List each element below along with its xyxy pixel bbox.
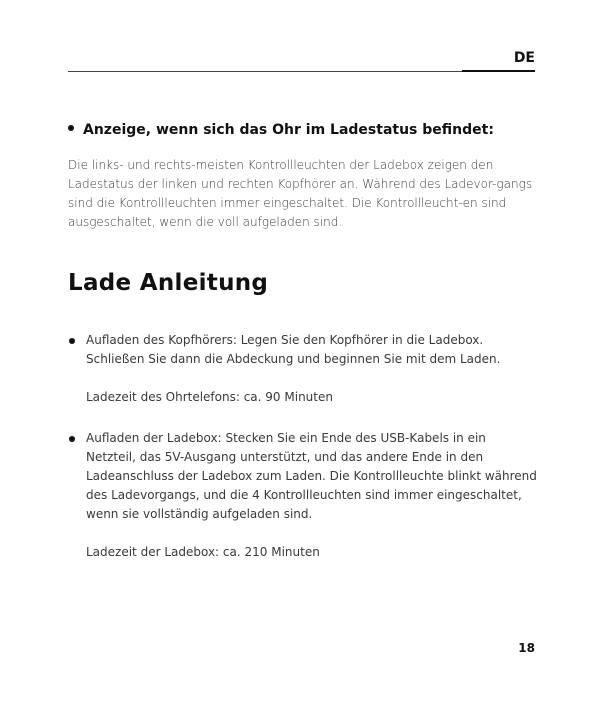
list-item [68, 429, 538, 562]
list-item-text: Aufladen des Kopfhörers: Legen Sie den Kopfhörer in die Ladebox. Schließen Sie dann die Abdeckung und beginnen Sie mit dem Laden. [86, 333, 501, 366]
bullet-icon [69, 436, 75, 442]
bullet-icon [68, 125, 74, 131]
header-rule [68, 71, 462, 72]
language-tag: DE [513, 50, 535, 66]
page-number: 18 [518, 641, 535, 655]
list-item-text: Aufladen der Ladebox: Stecken Sie ein Ende des USB-Kabels in ein Netzteil, das 5V-Ausgang unterstützt, und das andere Ende in den Ladeanschluss der Ladebox zum Laden. Die Kontrollleuchte blinkt während des Ladevorgangs, und die 4 Kontrollleuchten sind immer eingeschaltet, wenn sie vollständig aufgeladen sind. [86, 431, 537, 521]
charging-time: Ladezeit des Ohrtelefons: ca. 90 Minuten [86, 390, 333, 404]
note-heading [68, 122, 494, 138]
note-paragraph: Die links- und rechts-meisten Kontrollleuchten der Ladebox zeigen den Ladestatus der linken und rechten Kopfhörer an. Während des Ladevor-gangs sind die Kontrollleuchten immer eingeschaltet. Die Kontrollleucht-en sind ausgeschaltet, wenn die voll aufgeladen sind. [68, 158, 533, 229]
header-rule-accent [462, 70, 535, 72]
bullet-icon [69, 338, 75, 344]
section-title: Lade Anleitung [68, 270, 269, 296]
list-item [68, 331, 538, 407]
charging-time: Ladezeit der Ladebox: ca. 210 Minuten [86, 545, 320, 559]
note-heading-text: Anzeige, wenn sich das Ohr im Ladestatus befindet: [83, 122, 494, 138]
